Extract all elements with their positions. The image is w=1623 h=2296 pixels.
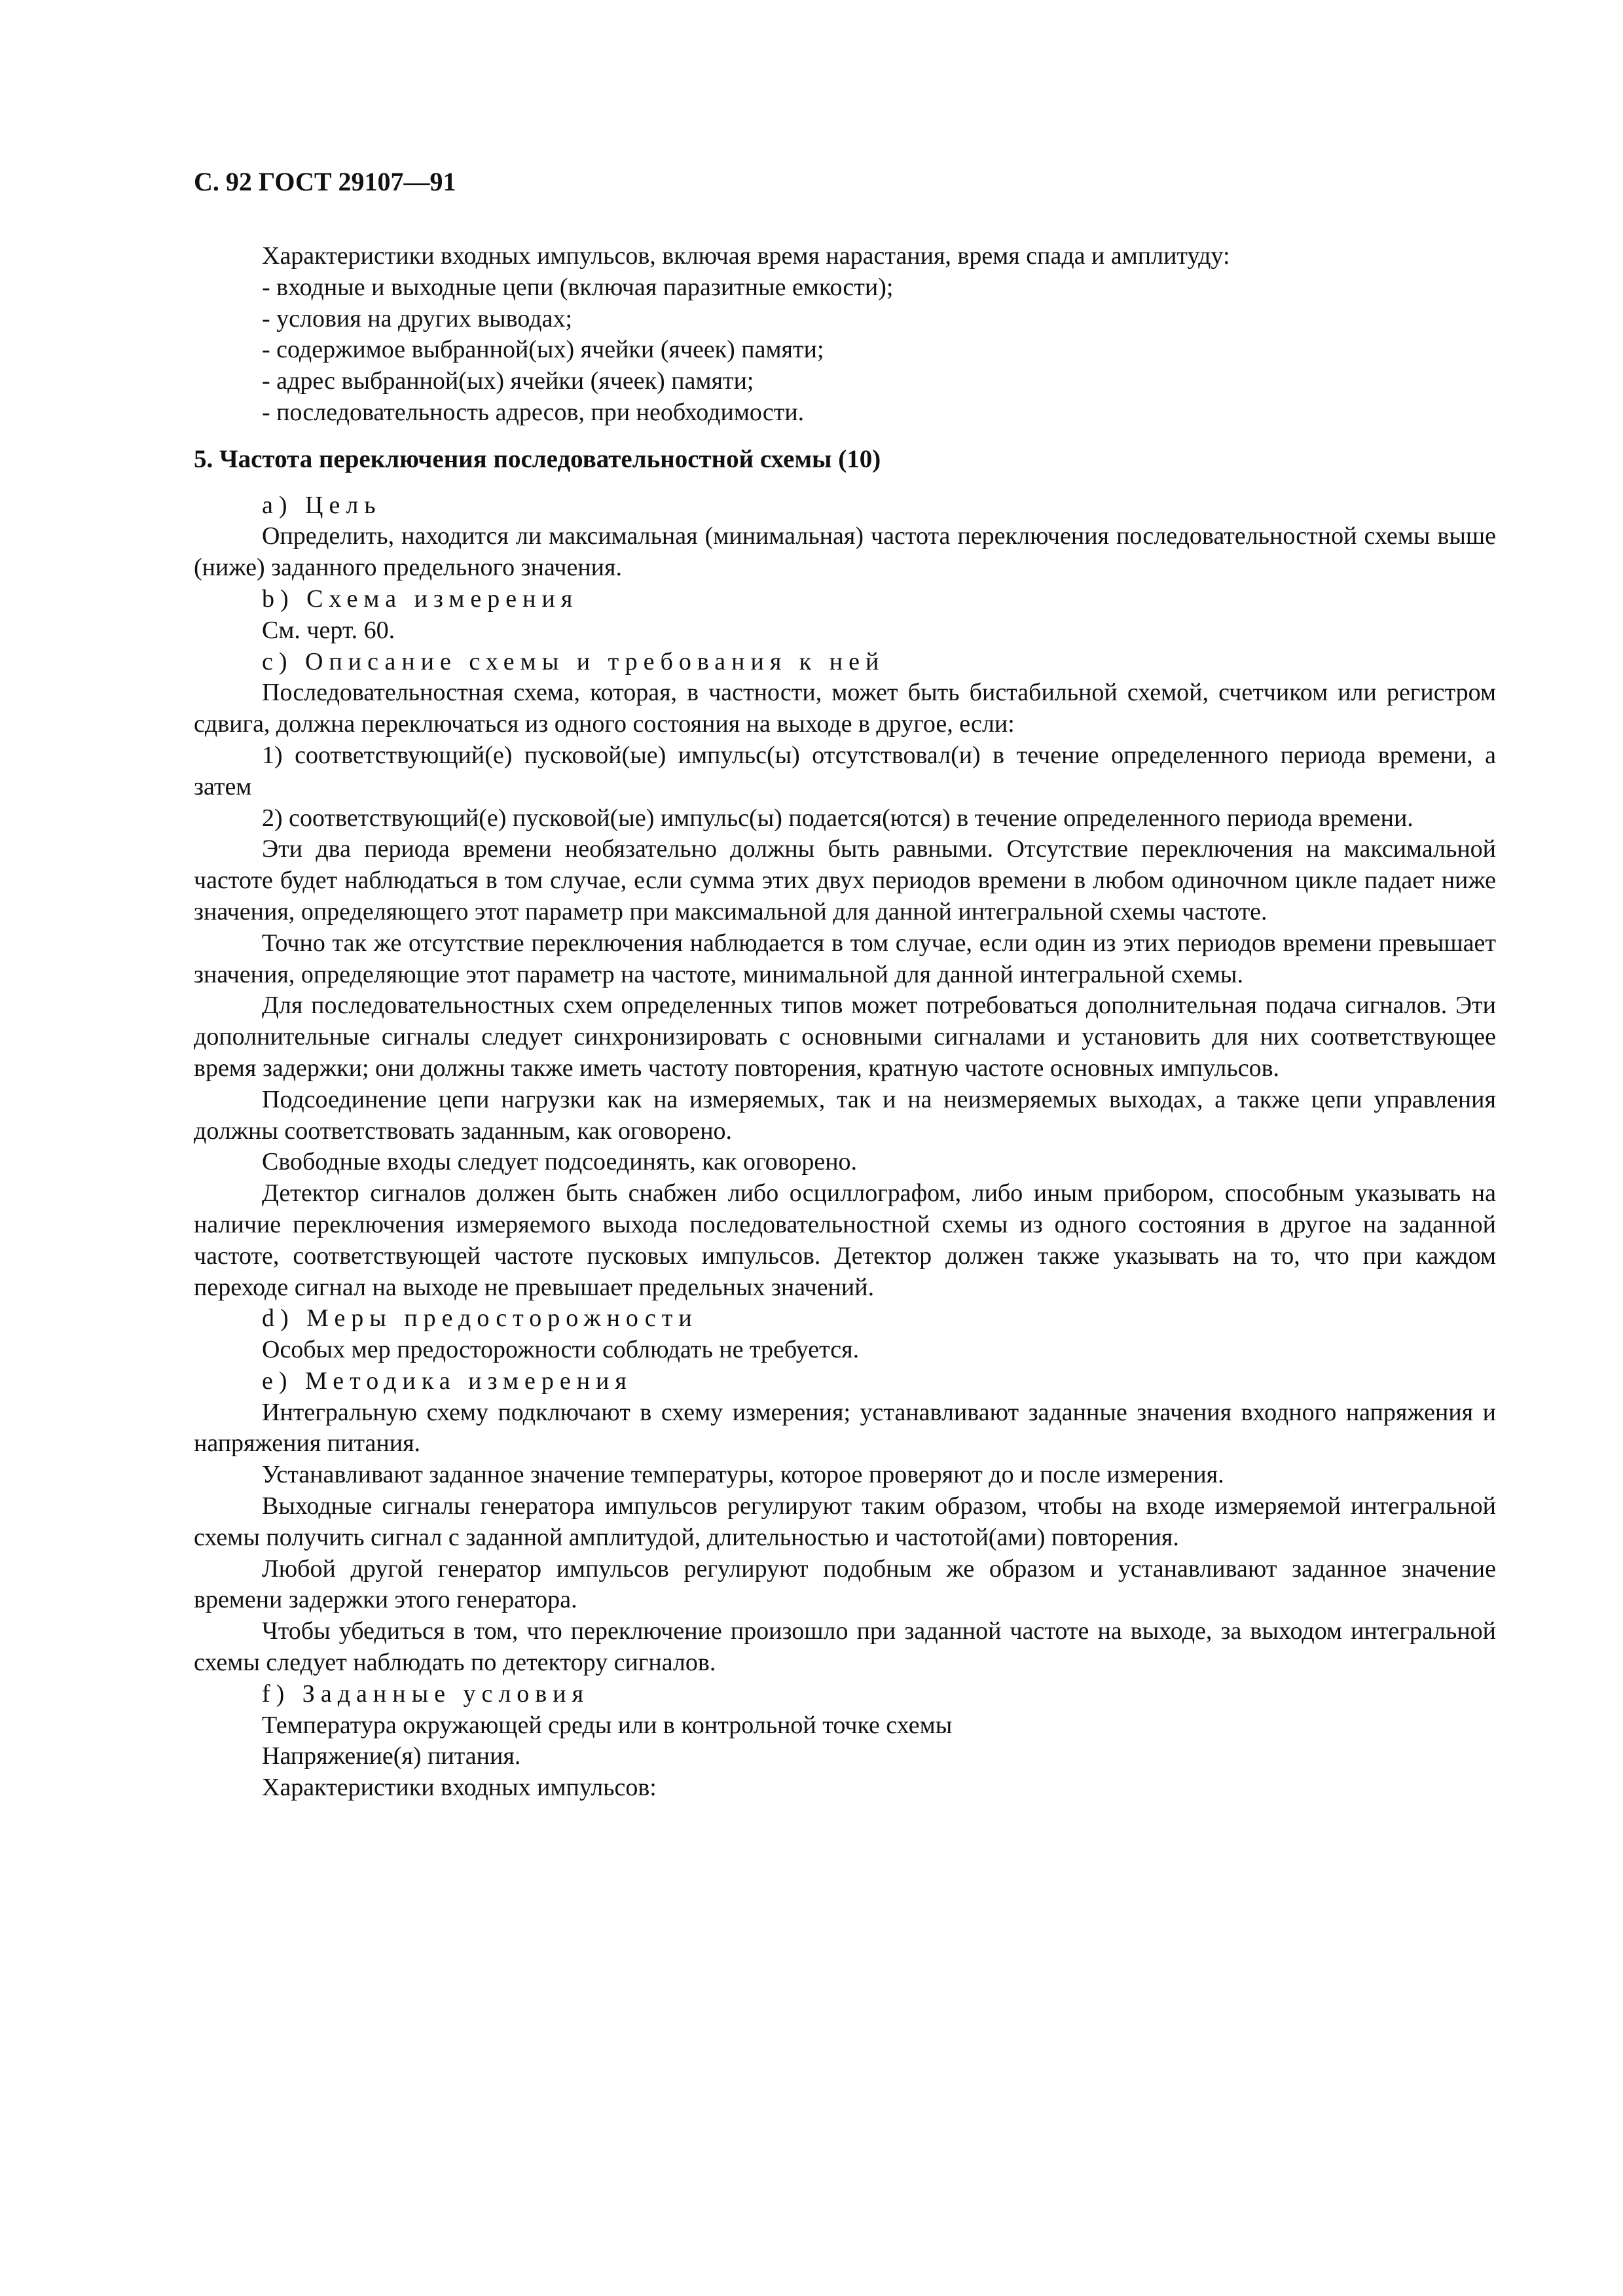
paragraph: Последовательностная схема, которая, в частности, может быть бистабильной схемой, счетчиком или регистром сдвига, должна переключаться из одного состояния на выходе в другое, если: [194,679,1496,738]
paragraph: 2) соответствующий(е) пусковой(ые) импульс(ы) подается(ются) в течение определенного периода времени. [262,804,1413,832]
paragraph: Свободные входы следует подсоединять, как оговорено. [262,1148,858,1176]
document-body [194,241,1496,1804]
section-title: 5. Частота переключения последовательностной схемы (10) [194,444,881,473]
intro-item-5: - последовательность адресов, при необходимости. [262,398,805,426]
subsection-b-heading: b) Схема измерения [262,584,579,613]
subsection-d-text: Особых мер предосторожности соблюдать не требуется. [262,1336,860,1364]
paragraph: Любой другой генератор импульсов регулируют подобным же образом и устанавливают заданное значение времени задержки этого генератора. [194,1554,1496,1614]
condition-item: Напряжение(я) питания. [262,1742,521,1770]
subsection-a-heading: а) Цель [262,491,382,519]
condition-item: Характеристики входных импульсов: [262,1774,657,1802]
subsection-b-text: См. черт. 60. [262,616,395,644]
intro-line: Характеристики входных импульсов, включая время нарастания, время спада и амплитуду: [262,242,1230,270]
paragraph: Устанавливают заданное значение температуры, которое проверяют до и после измерения. [262,1461,1224,1489]
intro-item-3: - содержимое выбранной(ых) ячейки (ячеек) памяти; [262,336,824,364]
subsection-e-heading: е) Методика измерения [262,1367,632,1395]
subsection-c-heading: с) Описание схемы и требования к ней [262,647,885,675]
intro-item-2: - условия на других выводах; [262,304,573,332]
page-header: С. 92 ГОСТ 29107—91 [194,167,456,196]
paragraph: Чтобы убедиться в том, что переключение произошло при заданной частоте на выходе, за выходом интегральной схемы следует наблюдать по детектору сигналов. [194,1617,1496,1677]
subsection-a-text: Определить, находится ли максимальная (минимальная) частота переключения последовательностной схемы выше (ниже) заданного предельного значения. [194,522,1496,582]
paragraph: Интегральную схему подключают в схему измерения; устанавливают заданные значения входного напряжения и напряжения питания. [194,1398,1496,1458]
intro-item-4: - адрес выбранной(ых) ячейки (ячеек) памяти; [262,367,754,395]
paragraph: Подсоединение цепи нагрузки как на измеряемых, так и на неизмеряемых выходах, а также цепи управления должны соответствовать заданным, как оговорено. [194,1085,1496,1145]
paragraph: Детектор сигналов должен быть снабжен либо осциллографом, либо иным прибором, способным указывать на наличие переключения измеряемого выхода последовательностной схемы из одного состояния в другое на заданной частоте, соответствующей частоте пусковых импульсов. Детектор должен также указывать на то, что при каждом переходе сигнал на выходе не превышает предельных значений. [194,1179,1496,1301]
paragraph: 1) соответствующий(е) пусковой(ые) импульс(ы) отсутствовал(и) в течение определенного периода времени, а затем [194,741,1496,800]
paragraph: Для последовательностных схем определенных типов может потребоваться дополнительная подача сигналов. Эти дополнительные сигналы следует синхронизировать с основными сигналами и установить для них соответствующее время задержки; они должны также иметь частоту повторения, кратную частоте основных импульсов. [194,992,1496,1082]
intro-item-1: - входные и выходные цепи (включая паразитные емкости); [262,273,894,301]
subsection-f-heading: f) Заданные условия [262,1679,590,1708]
condition-item: Температура окружающей среды или в контрольной точке схемы [262,1711,953,1739]
paragraph: Выходные сигналы генератора импульсов регулируют таким образом, чтобы на входе измеряемой интегральной схемы получить сигнал с заданной амплитудой, длительностью и частотой(ами) повторения. [194,1492,1496,1551]
paragraph: Эти два периода времени необязательно должны быть равными. Отсутствие переключения на максимальной частоте будет наблюдаться в том случае, если сумма этих двух периодов времени в любом одиночном цикле падает ниже значения, определяющего этот параметр при максимальной для данной интегральной схемы частоте. [194,835,1496,925]
subsection-d-heading: d) Меры предосторожности [262,1304,698,1333]
paragraph: Точно так же отсутствие переключения наблюдается в том случае, если один из этих периодов времени превышает значения, определяющие этот параметр на частоте, минимальной для данной интегральной схемы. [194,929,1496,988]
